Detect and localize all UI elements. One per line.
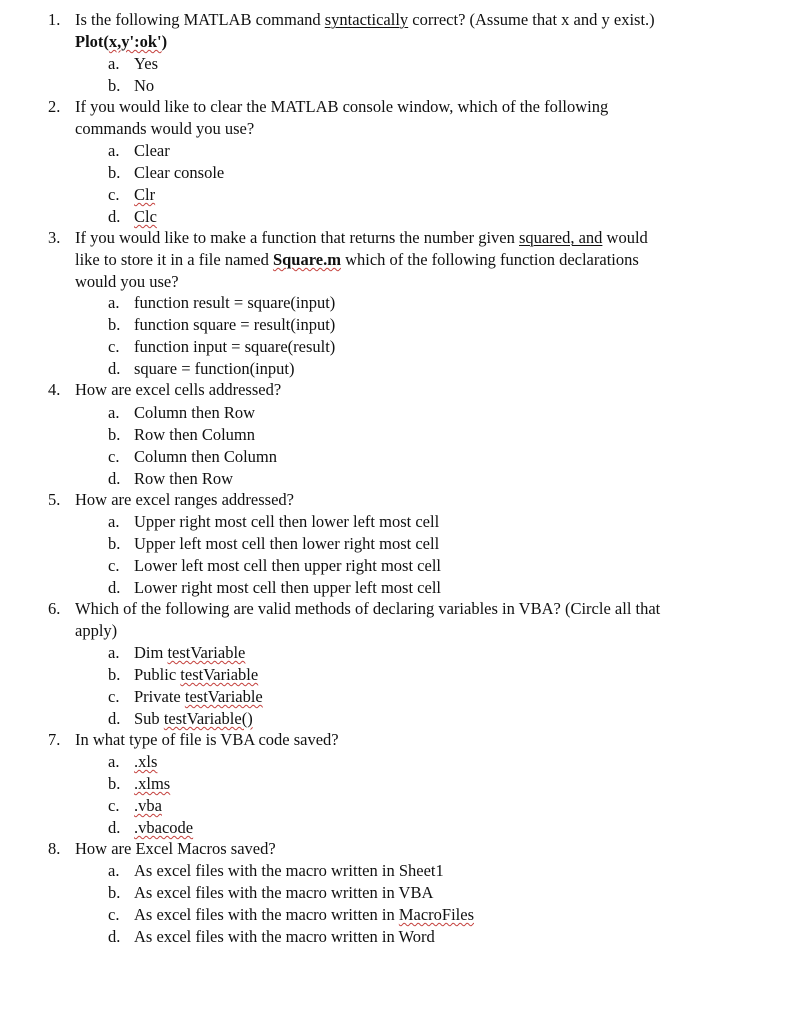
option-8c[interactable]: c. As excel files with the macro written in MacroFiles — [108, 905, 474, 924]
question-number: 2. — [48, 97, 61, 116]
question-prompt-line: Is the following MATLAB command syntactically correct? (Assume that x and y exist.) — [75, 10, 655, 29]
question-prompt-line: How are Excel Macros saved? — [75, 839, 276, 858]
question-number: 7. — [48, 730, 61, 749]
question-number: 3. — [48, 228, 61, 247]
option-7b[interactable]: b. .xlms — [108, 774, 171, 793]
filename: Square.m — [272, 250, 341, 269]
question-prompt-line: If you would like to clear the MATLAB console window, which of the following — [75, 97, 609, 116]
option-1b[interactable]: b. No — [108, 76, 155, 95]
option-6c[interactable]: c. Private testVariable — [108, 687, 263, 706]
question-prompt-line: How are excel ranges addressed? — [75, 490, 294, 509]
option-2d[interactable]: d. Clc — [108, 207, 157, 226]
question-prompt-line: like to store it in a file named Square.m which of the following function declarations — [75, 250, 639, 269]
option-5c[interactable]: c. Lower left most cell then upper right most cell — [108, 556, 441, 575]
option-2b[interactable]: b. Clear console — [108, 163, 225, 182]
question-number: 4. — [48, 380, 61, 399]
question-prompt-line: commands would you use? — [75, 119, 255, 138]
option-3a[interactable]: a. function result = square(input) — [108, 293, 336, 312]
question-prompt-line: apply) — [75, 621, 118, 640]
option-4b[interactable]: b. Row then Column — [108, 425, 256, 444]
option-2c[interactable]: c. Clr — [108, 185, 156, 204]
option-7c[interactable]: c. .vba — [108, 796, 162, 815]
option-8b[interactable]: b. As excel files with the macro written in VBA — [108, 883, 434, 902]
option-5d[interactable]: d. Lower right most cell then upper left most cell — [108, 578, 441, 597]
option-8a[interactable]: a. As excel files with the macro written in Sheet1 — [108, 861, 444, 880]
question-prompt-line: Which of the following are valid methods of declaring variables in VBA? (Circle all that — [75, 599, 661, 618]
underlined-word: squared, and — [519, 228, 603, 247]
option-5b[interactable]: b. Upper left most cell then lower right most cell — [108, 534, 440, 553]
option-3b[interactable]: b. function square = result(input) — [108, 315, 336, 334]
option-3c[interactable]: c. function input = square(result) — [108, 337, 336, 356]
option-4a[interactable]: a. Column then Row — [108, 403, 256, 422]
option-6a[interactable]: a. Dim testVariable — [108, 643, 246, 662]
option-6b[interactable]: b. Public testVariable — [108, 665, 259, 684]
option-7a[interactable]: a. .xls — [108, 752, 158, 771]
question-number: 5. — [48, 490, 61, 509]
option-3d[interactable]: d. square = function(input) — [108, 359, 295, 378]
option-6d[interactable]: d. Sub testVariable() — [108, 709, 253, 728]
question-number: 1. — [48, 10, 61, 29]
option-4c[interactable]: c. Column then Column — [108, 447, 278, 466]
option-8d[interactable]: d. As excel files with the macro written in Word — [108, 927, 435, 946]
question-prompt-line: would you use? — [75, 272, 179, 291]
option-7d[interactable]: d. .vbacode — [108, 818, 194, 837]
question-prompt-line: How are excel cells addressed? — [75, 380, 282, 399]
option-1a[interactable]: a. Yes — [108, 54, 159, 73]
question-number: 6. — [48, 599, 61, 618]
question-prompt-line: If you would like to make a function that returns the number given squared, and would — [75, 228, 648, 247]
question-prompt-line: In what type of file is VBA code saved? — [75, 730, 339, 749]
underlined-word: syntactically — [324, 10, 409, 29]
option-2a[interactable]: a. Clear — [108, 141, 170, 160]
option-5a[interactable]: a. Upper right most cell then lower left most cell — [108, 512, 440, 531]
option-4d[interactable]: d. Row then Row — [108, 469, 233, 488]
code-snippet: Plot(x,y':ok') — [75, 32, 168, 51]
question-number: 8. — [48, 839, 61, 858]
